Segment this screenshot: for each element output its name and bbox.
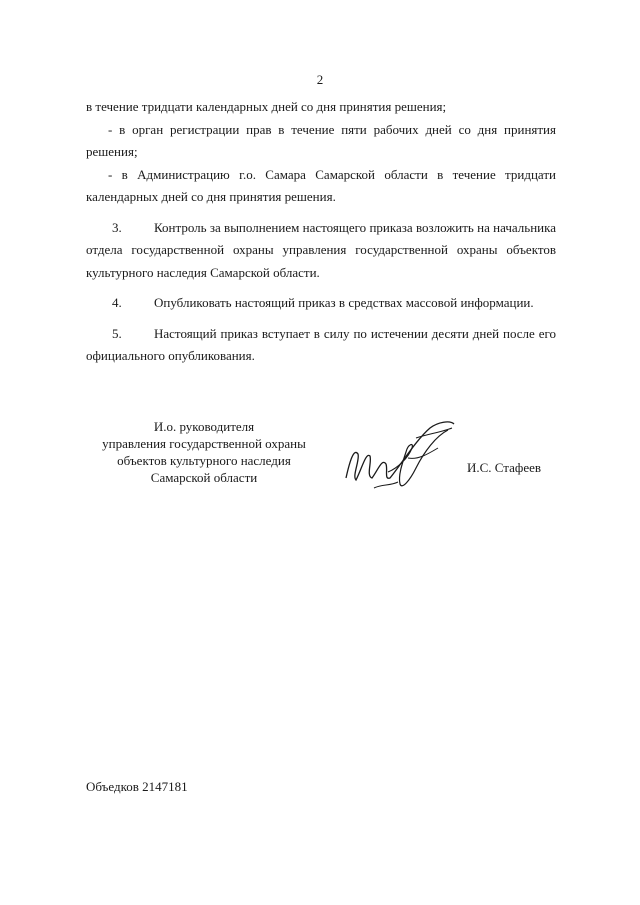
item-number: 5.: [112, 325, 122, 341]
item-number: 4.: [112, 295, 122, 310]
signatory-line: И.о. руководителя: [153, 419, 255, 434]
page-number: 2: [316, 72, 324, 87]
signatory-line: управления государственной охраны: [102, 436, 306, 451]
numbered-item-3: [86, 217, 556, 285]
signer-name: И.С. Стафеев: [467, 460, 542, 475]
item-text: Настоящий приказ вступает в силу по истечении десяти дней после его официального опубликования.: [86, 325, 556, 363]
signatory-line: Самарской области: [150, 470, 258, 485]
list-item-administration: - в Администрацию г.о. Самара Самарской области в течение тридцати календарных дней со дня принятия решения.: [86, 166, 556, 204]
item-number: 3.: [112, 219, 122, 235]
executor-footer: Объедков 2147181: [86, 779, 188, 794]
signatory-title: [86, 418, 322, 486]
handwritten-signature: [338, 418, 458, 496]
list-item-registration-body: - в орган регистрации прав в течение пяти рабочих дней со дня принятия решения;: [86, 121, 556, 159]
item-text: Контроль за выполнением настоящего приказа возложить на начальника отдела государственной охраны управления государственной охраны объектов культурного наследия Самарской области.: [86, 219, 556, 280]
numbered-item-5: [86, 323, 556, 368]
paragraph-continuation: в течение тридцати календарных дней со дня принятия решения;: [86, 99, 447, 114]
item-text: Опубликовать настоящий приказ в средствах массовой информации.: [154, 295, 534, 310]
numbered-item-4: [86, 292, 556, 315]
document-body: [86, 96, 556, 368]
signatory-line: объектов культурного наследия: [117, 453, 291, 468]
